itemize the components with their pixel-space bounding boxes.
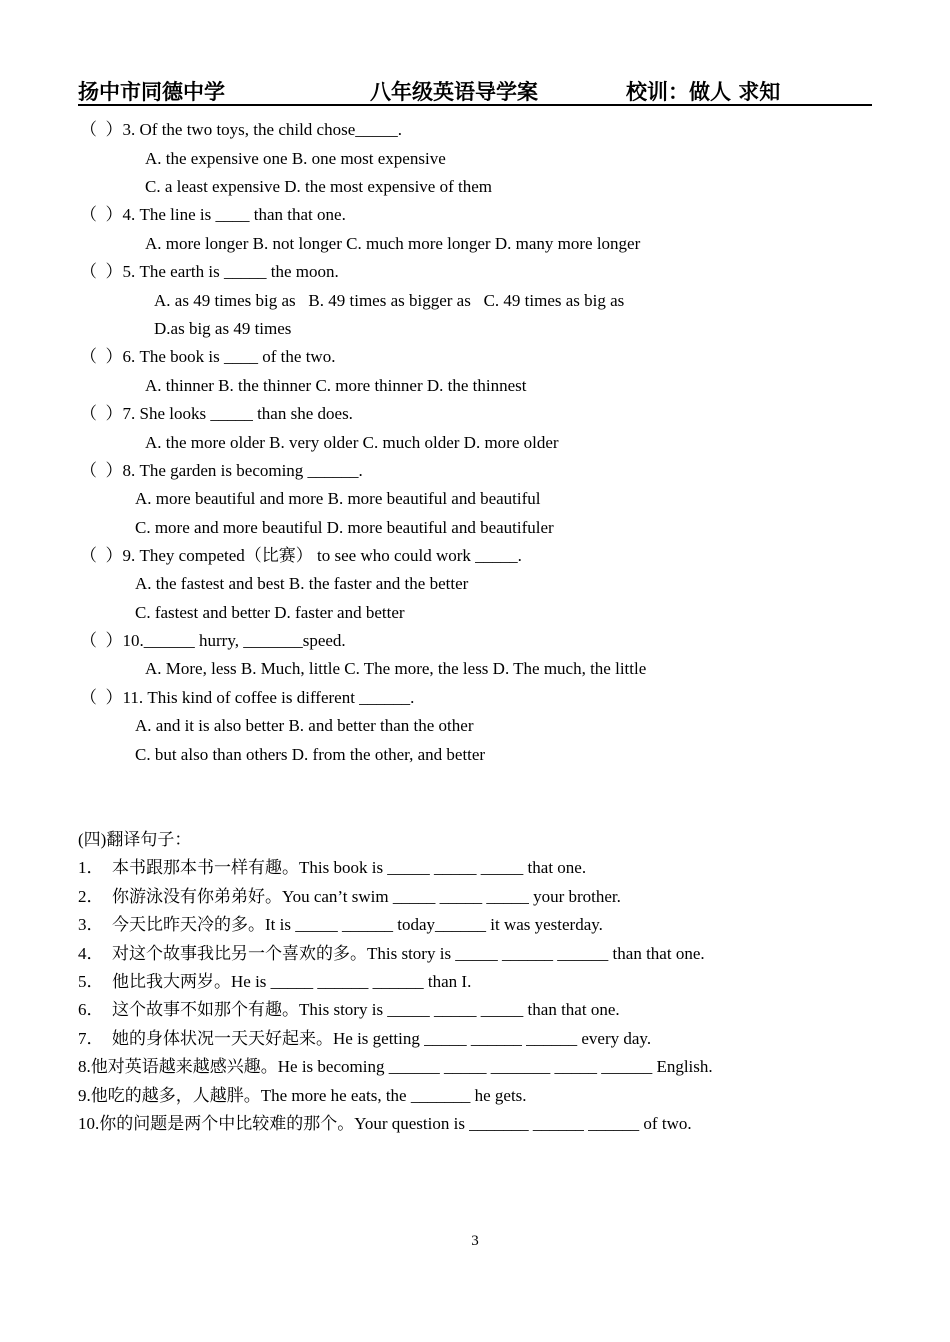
translation-item-4: 4． 对这个故事我比另一个喜欢的多。This story is _____ ______ ______ than that one. <box>78 944 705 963</box>
translation-item-9: 9.他吃的越多，人越胖。The more he eats, the _______ he gets. <box>78 1086 527 1105</box>
school-motto: 校训：做人 求知 <box>626 80 781 104</box>
document-title: 八年级英语导学案 <box>370 80 538 104</box>
translation-heading: (四)翻译句子： <box>78 830 192 849</box>
translation-item-6: 6． 这个故事不如那个有趣。This story is _____ _____ _____ than that one. <box>78 1000 620 1019</box>
question-8-stem: （ ）8. The garden is becoming ______. <box>80 461 363 480</box>
question-9-options-2: C. fastest and better D. faster and better <box>135 603 405 622</box>
page-number: 3 <box>471 1233 479 1249</box>
question-7-options-1: A. the more older B. very older C. much older D. more older <box>145 433 559 452</box>
question-9-stem: （ ）9. They competed（比赛） to see who could work _____. <box>80 546 522 565</box>
translation-item-1: 1． 本书跟那本书一样有趣。This book is _____ _____ _____ that one. <box>78 858 587 877</box>
translation-item-3: 3． 今天比昨天冷的多。It is _____ ______ today______ it was yesterday. <box>78 915 603 934</box>
question-3-options-1: A. the expensive one B. one most expensive <box>145 149 446 168</box>
question-8-options-1: A. more beautiful and more B. more beautiful and beautiful <box>135 489 541 508</box>
question-8-options-2: C. more and more beautiful D. more beautiful and beautifuler <box>135 518 554 537</box>
question-3-stem: （ ）3. Of the two toys, the child chose_____. <box>80 120 403 139</box>
question-11-options-1: A. and it is also better B. and better than the other <box>135 716 474 735</box>
question-11-stem: （ ）11. This kind of coffee is different ______. <box>80 688 415 707</box>
question-6-stem: （ ）6. The book is ____ of the two. <box>80 347 336 366</box>
school-name: 扬中市同德中学 <box>78 80 225 104</box>
question-5-stem: （ ）5. The earth is _____ the moon. <box>80 262 339 281</box>
question-4-stem: （ ）4. The line is ____ than that one. <box>80 205 346 224</box>
question-10-options-1: A. More, less B. Much, little C. The more, the less D. The much, the little <box>145 659 647 678</box>
translation-item-7: 7． 她的身体状况一天天好起来。He is getting _____ ______ ______ every day. <box>78 1029 652 1048</box>
question-7-stem: （ ）7. She looks _____ than she does. <box>80 404 353 423</box>
question-6-options-1: A. thinner B. the thinner C. more thinner D. the thinnest <box>145 376 527 395</box>
question-9-options-1: A. the fastest and best B. the faster and the better <box>135 574 469 593</box>
translation-item-5: 5． 他比我大两岁。He is _____ ______ ______ than I. <box>78 972 472 991</box>
question-4-options-1: A. more longer B. not longer C. much more longer D. many more longer <box>145 234 641 253</box>
question-5-options-2: D.as big as 49 times <box>154 319 292 338</box>
question-3-options-2: C. a least expensive D. the most expensive of them <box>145 177 492 196</box>
translation-item-2: 2． 你游泳没有你弟弟好。You can’t swim _____ _____ _____ your brother. <box>78 887 621 906</box>
page-header <box>78 72 872 106</box>
question-10-stem: （ ）10.______ hurry, _______speed. <box>80 631 346 650</box>
translation-item-10: 10.你的问题是两个中比较难的那个。Your question is _______ ______ ______ of two. <box>78 1114 692 1133</box>
question-11-options-2: C. but also than others D. from the other, and better <box>135 745 486 764</box>
question-5-options-1: A. as 49 times big as B. 49 times as bigger as C. 49 times as big as <box>154 291 625 310</box>
translation-item-8: 8.他对英语越来越感兴趣。He is becoming ______ _____ _______ _____ ______ English. <box>78 1057 713 1076</box>
